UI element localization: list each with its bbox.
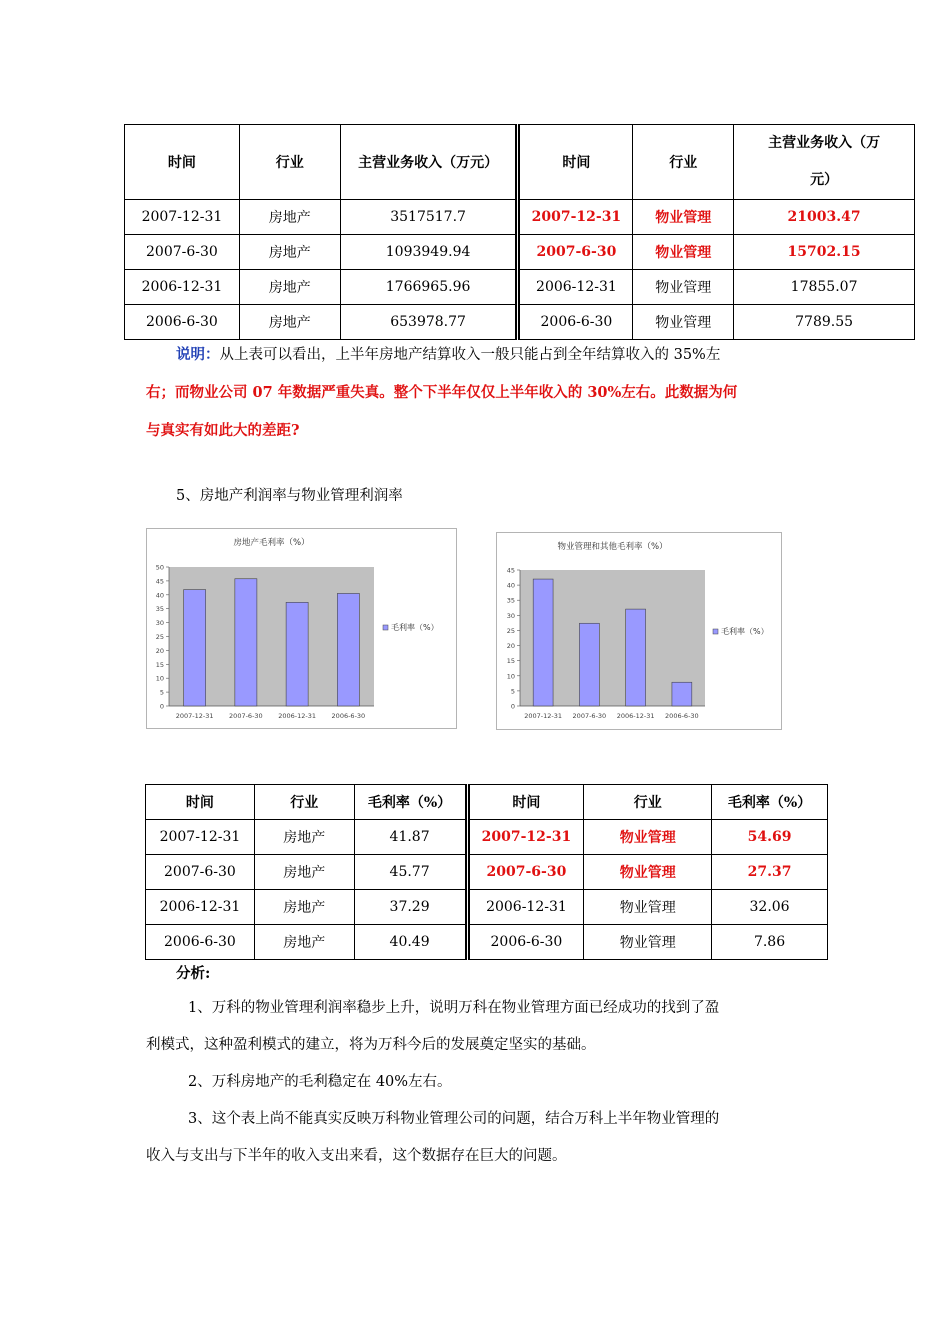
table-cell: 2006-6-30 [467,925,584,960]
table-cell: 2007-6-30 [467,855,584,890]
table-cell: 7789.55 [734,305,915,340]
table-cell: 房地产 [254,855,354,890]
header-cell: 时间 [518,125,633,200]
y-tick-label: 20 [155,646,164,655]
header-cell: 主营业务收入（万元） [340,125,518,200]
table-cell: 2007-12-31 [146,820,255,855]
table-cell: 15702.15 [734,235,915,270]
note-text: 从上表可以看出，上半年房地产结算收入一般只能占到全年结算收入的 35%左 [219,347,721,363]
note-line: 与真实有如此大的差距? [146,422,300,439]
header-cell: 毛利率（%） [354,785,467,820]
y-tick-label: 15 [155,660,164,669]
note-line [146,374,816,412]
y-tick-label: 25 [155,633,164,641]
y-tick-label: 40 [155,591,164,600]
analysis-line: 利模式，这种盈利模式的建立，将为万科今后的发展奠定坚实的基础。 [146,1037,596,1053]
table-cell: 653978.77 [340,305,518,340]
legend-label: 毛利率（%） [721,627,769,636]
analysis-line: 3、这个表上尚不能真实反映万科物业管理公司的问题，结合万科上半年物业管理的 [188,1111,720,1127]
table-cell: 2006-6-30 [518,305,633,340]
note-line [146,336,816,374]
x-tick-label: 2006-12-31 [616,712,655,720]
table-row [125,270,915,305]
table-cell: 54.69 [712,820,828,855]
table-row [146,925,828,960]
header-cell: 行业 [584,785,712,820]
y-tick-label: 45 [506,566,515,575]
table-cell: 2007-6-30 [518,235,633,270]
analysis-line: 2、万科房地产的毛利稳定在 40%左右。 [188,1074,452,1090]
table-cell: 1766965.96 [340,270,518,305]
table-header-row [146,785,828,820]
table-cell: 3517517.7 [340,200,518,235]
table-cell: 45.77 [354,855,467,890]
chart-svg [497,533,781,729]
bar [626,609,646,706]
y-tick-label: 20 [506,642,515,651]
header-cell [734,125,915,200]
table-cell: 37.29 [354,890,467,925]
legend-swatch [713,629,718,634]
header-cell: 行业 [254,785,354,820]
x-tick-label: 2006-12-31 [278,712,317,720]
table-cell: 房地产 [254,890,354,925]
table-cell: 2007-12-31 [125,200,240,235]
bar [533,579,553,706]
table-cell: 物业管理 [633,270,734,305]
note-paragraph [146,336,816,450]
bar [579,623,599,706]
table-cell: 物业管理 [633,235,734,270]
table-cell: 房地产 [239,235,340,270]
y-tick-label: 30 [506,611,515,620]
table-cell: 2006-12-31 [125,270,240,305]
table-cell: 房地产 [239,270,340,305]
y-tick-label: 35 [506,596,515,605]
table-cell: 房地产 [254,820,354,855]
section-title: 5、房地产利润率与物业管理利润率 [176,488,403,504]
header-cell: 行业 [239,125,340,200]
x-tick-label: 2007-6-30 [229,712,263,720]
table-cell: 物业管理 [584,890,712,925]
y-tick-label: 40 [506,581,515,590]
note-text: 而物业公司 07 年数据严重失真。整个下半年仅仅上半年收入的 30%左右。此数据为何 [175,384,738,401]
header-cell: 时间 [146,785,255,820]
table-row [146,890,828,925]
header-cell: 毛利率（%） [712,785,828,820]
bar [672,682,692,706]
table-cell: 21003.47 [734,200,915,235]
table-cell: 2007-6-30 [125,235,240,270]
x-tick-label: 2007-6-30 [572,712,607,720]
table-cell: 2007-12-31 [518,200,633,235]
table-cell: 27.37 [712,855,828,890]
table-cell: 17855.07 [734,270,915,305]
chart-real-estate-margin [146,528,457,729]
x-tick-label: 2006-6-30 [331,712,366,720]
y-tick-label: 10 [506,672,515,681]
y-tick-label: 5 [159,688,164,697]
table-cell: 房地产 [239,200,340,235]
table-cell: 2006-12-31 [518,270,633,305]
bar [184,590,206,706]
table-cell: 41.87 [354,820,467,855]
chart-svg [147,529,456,728]
bar [235,579,257,706]
x-tick-label: 2006-6-30 [665,712,699,720]
table-row [146,820,828,855]
header-cell: 时间 [125,125,240,200]
y-tick-label: 15 [506,657,515,666]
table-cell: 2006-12-31 [146,890,255,925]
margin-table [145,784,828,960]
analysis-section [146,958,816,1175]
header-cell: 时间 [467,785,584,820]
chart-property-margin [496,532,782,730]
y-tick-label: 45 [155,577,164,586]
chart-title: 房地产毛利率（%） [233,538,310,548]
table-cell: 1093949.94 [340,235,518,270]
table-cell: 房地产 [254,925,354,960]
table-cell: 2006-12-31 [467,890,584,925]
header-line: 主营业务收入（万 [768,135,881,151]
table-row [146,855,828,890]
analysis-line: 1、万科的物业管理利润率稳步上升，说明万科在物业管理方面已经成功的找到了盈 [188,1000,720,1016]
y-tick-label: 30 [155,619,164,628]
table-row [125,235,915,270]
bar [286,602,308,706]
analysis-title: 分析: [176,965,211,982]
y-tick-label: 50 [155,563,164,572]
chart-title: 物业管理和其他毛利率（%） [557,542,668,552]
table-cell: 物业管理 [584,820,712,855]
y-tick-label: 25 [506,626,515,635]
table-cell: 物业管理 [633,305,734,340]
table-cell: 物业管理 [584,855,712,890]
y-tick-label: 0 [159,702,164,711]
table-header-row [125,125,915,200]
table-cell: 2007-6-30 [146,855,255,890]
table-cell: 物业管理 [633,200,734,235]
table-cell: 7.86 [712,925,828,960]
table-cell: 2007-12-31 [467,820,584,855]
x-tick-label: 2007-12-31 [175,712,214,720]
y-tick-label: 35 [155,605,164,614]
y-tick-label: 5 [510,687,515,696]
table-row [125,200,915,235]
table-cell: 40.49 [354,925,467,960]
y-tick-label: 10 [155,674,164,683]
header-line: 元） [810,172,839,188]
table-cell: 2006-6-30 [125,305,240,340]
y-tick-label: 0 [510,702,515,711]
table-row [125,305,915,340]
note-label: 说明： [176,346,220,363]
table-cell: 2006-6-30 [146,925,255,960]
table-cell: 房地产 [239,305,340,340]
x-tick-label: 2007-12-31 [524,712,563,720]
revenue-table [124,124,915,340]
legend-swatch [383,625,388,630]
table-cell: 物业管理 [584,925,712,960]
table-cell: 32.06 [712,890,828,925]
bar [337,593,359,706]
analysis-line: 收入与支出与下半年的收入支出来看，这个数据存在巨大的问题。 [146,1148,567,1164]
legend-label: 毛利率（%） [391,623,439,632]
header-cell: 行业 [633,125,734,200]
note-text: 右； [146,384,175,401]
